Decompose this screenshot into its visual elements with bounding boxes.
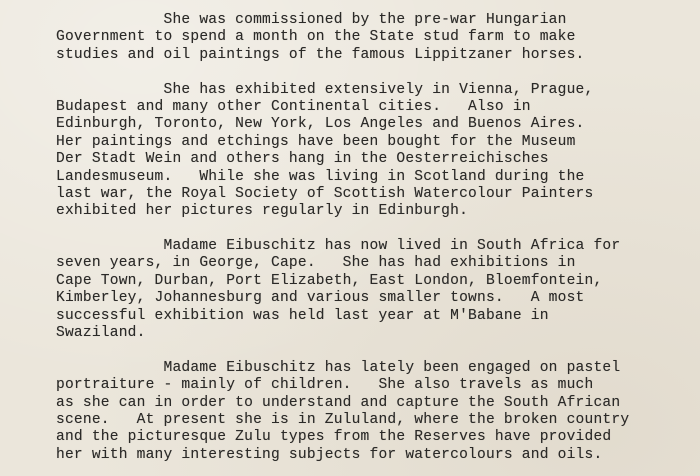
text-line: and the picturesque Zulu types from the Reserves have provided (56, 429, 612, 446)
text-line: Government to spend a month on the State stud farm to make (56, 29, 576, 46)
paragraph-exhibitions (56, 82, 696, 221)
document-body (56, 12, 696, 476)
text-line: Budapest and many other Continental cities. Also in (56, 98, 531, 115)
text-line: Edinburgh, Toronto, New York, Los Angeles and Buenos Aires. (56, 116, 585, 133)
paragraph-commission (56, 12, 696, 64)
text-line: studies and oil paintings of the famous Lippitzaner horses. (56, 46, 585, 63)
text-line: seven years, in George, Cape. She has had exhibitions in (56, 255, 576, 272)
text-line: last war, the Royal Society of Scottish Watercolour Painters (56, 185, 594, 202)
text-line: scene. At present she is in Zululand, where the broken country (56, 411, 630, 428)
text-line: Madame Eibuschitz has lately been engaged on pastel (56, 359, 621, 376)
text-line: portraiture - mainly of children. She also travels as much (56, 377, 594, 394)
text-line: Kimberley, Johannesburg and various smaller towns. A most (56, 290, 585, 307)
text-line: successful exhibition was held last year at M'Babane in (56, 307, 549, 324)
text-line: Madame Eibuschitz has now lived in South Africa for (56, 238, 621, 255)
text-line: Swaziland. (56, 325, 146, 342)
text-line: as she can in order to understand and capture the South African (56, 394, 621, 411)
paragraph-south-africa (56, 238, 696, 342)
text-line: Landesmuseum. While she was living in Scotland during the (56, 168, 585, 185)
text-line: her with many interesting subjects for watercolours and oils. (56, 446, 603, 463)
text-line: Der Stadt Wein and others hang in the Oesterreichisches (56, 151, 549, 168)
text-line: exhibited her pictures regularly in Edinburgh. (56, 203, 469, 220)
text-line: She was commissioned by the pre-war Hungarian (56, 12, 567, 28)
text-line: She has exhibited extensively in Vienna, Prague, (56, 81, 594, 98)
text-line: Cape Town, Durban, Port Elizabeth, East London, Bloemfontein, (56, 272, 603, 289)
text-line: Her paintings and etchings have been bought for the Museum (56, 133, 576, 150)
paragraph-pastel-portraiture (56, 360, 696, 464)
